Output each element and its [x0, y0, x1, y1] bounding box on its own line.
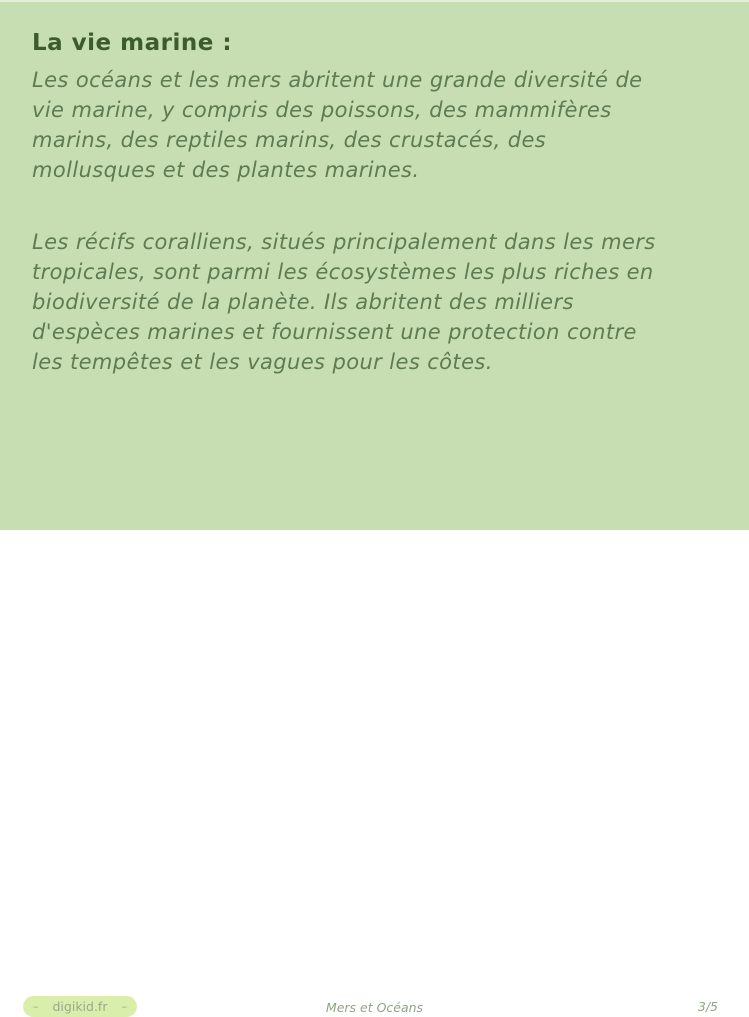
footer-subject: Mers et Océans [325, 1000, 424, 1015]
text-line: Les récifs coralliens, situés principalement dans les mers [32, 230, 656, 254]
slide-top-edge [0, 0, 749, 2]
brand-dash-left: – [33, 1000, 39, 1013]
text-line: tropicales, sont parmi les écosystèmes les plus riches en [32, 260, 654, 284]
text-line: vie marine, y compris des poissons, des mammifères [32, 98, 612, 122]
text-line: biodiversité de la planète. Ils abritent des milliers [32, 290, 574, 314]
brand-label: digikid.fr [52, 999, 108, 1014]
brand-dash-right: – [121, 1000, 127, 1013]
text-line: d'espèces marines et fournissent une protection contre [32, 320, 637, 344]
slide-footer [0, 496, 749, 1015]
paragraph-coral-reefs [32, 227, 732, 377]
text-line: mollusques et des plantes marines. [32, 158, 420, 182]
slide-title: La vie marine : [32, 30, 233, 56]
text-line: les tempêtes et les vagues pour les côtes. [32, 350, 493, 374]
text-line: marins, des reptiles marins, des crustacés, des [32, 128, 547, 152]
text-line: Les océans et les mers abritent une grande diversité de [32, 68, 643, 92]
paragraph-marine-life [32, 65, 732, 185]
page-number: 3/5 [697, 999, 718, 1014]
